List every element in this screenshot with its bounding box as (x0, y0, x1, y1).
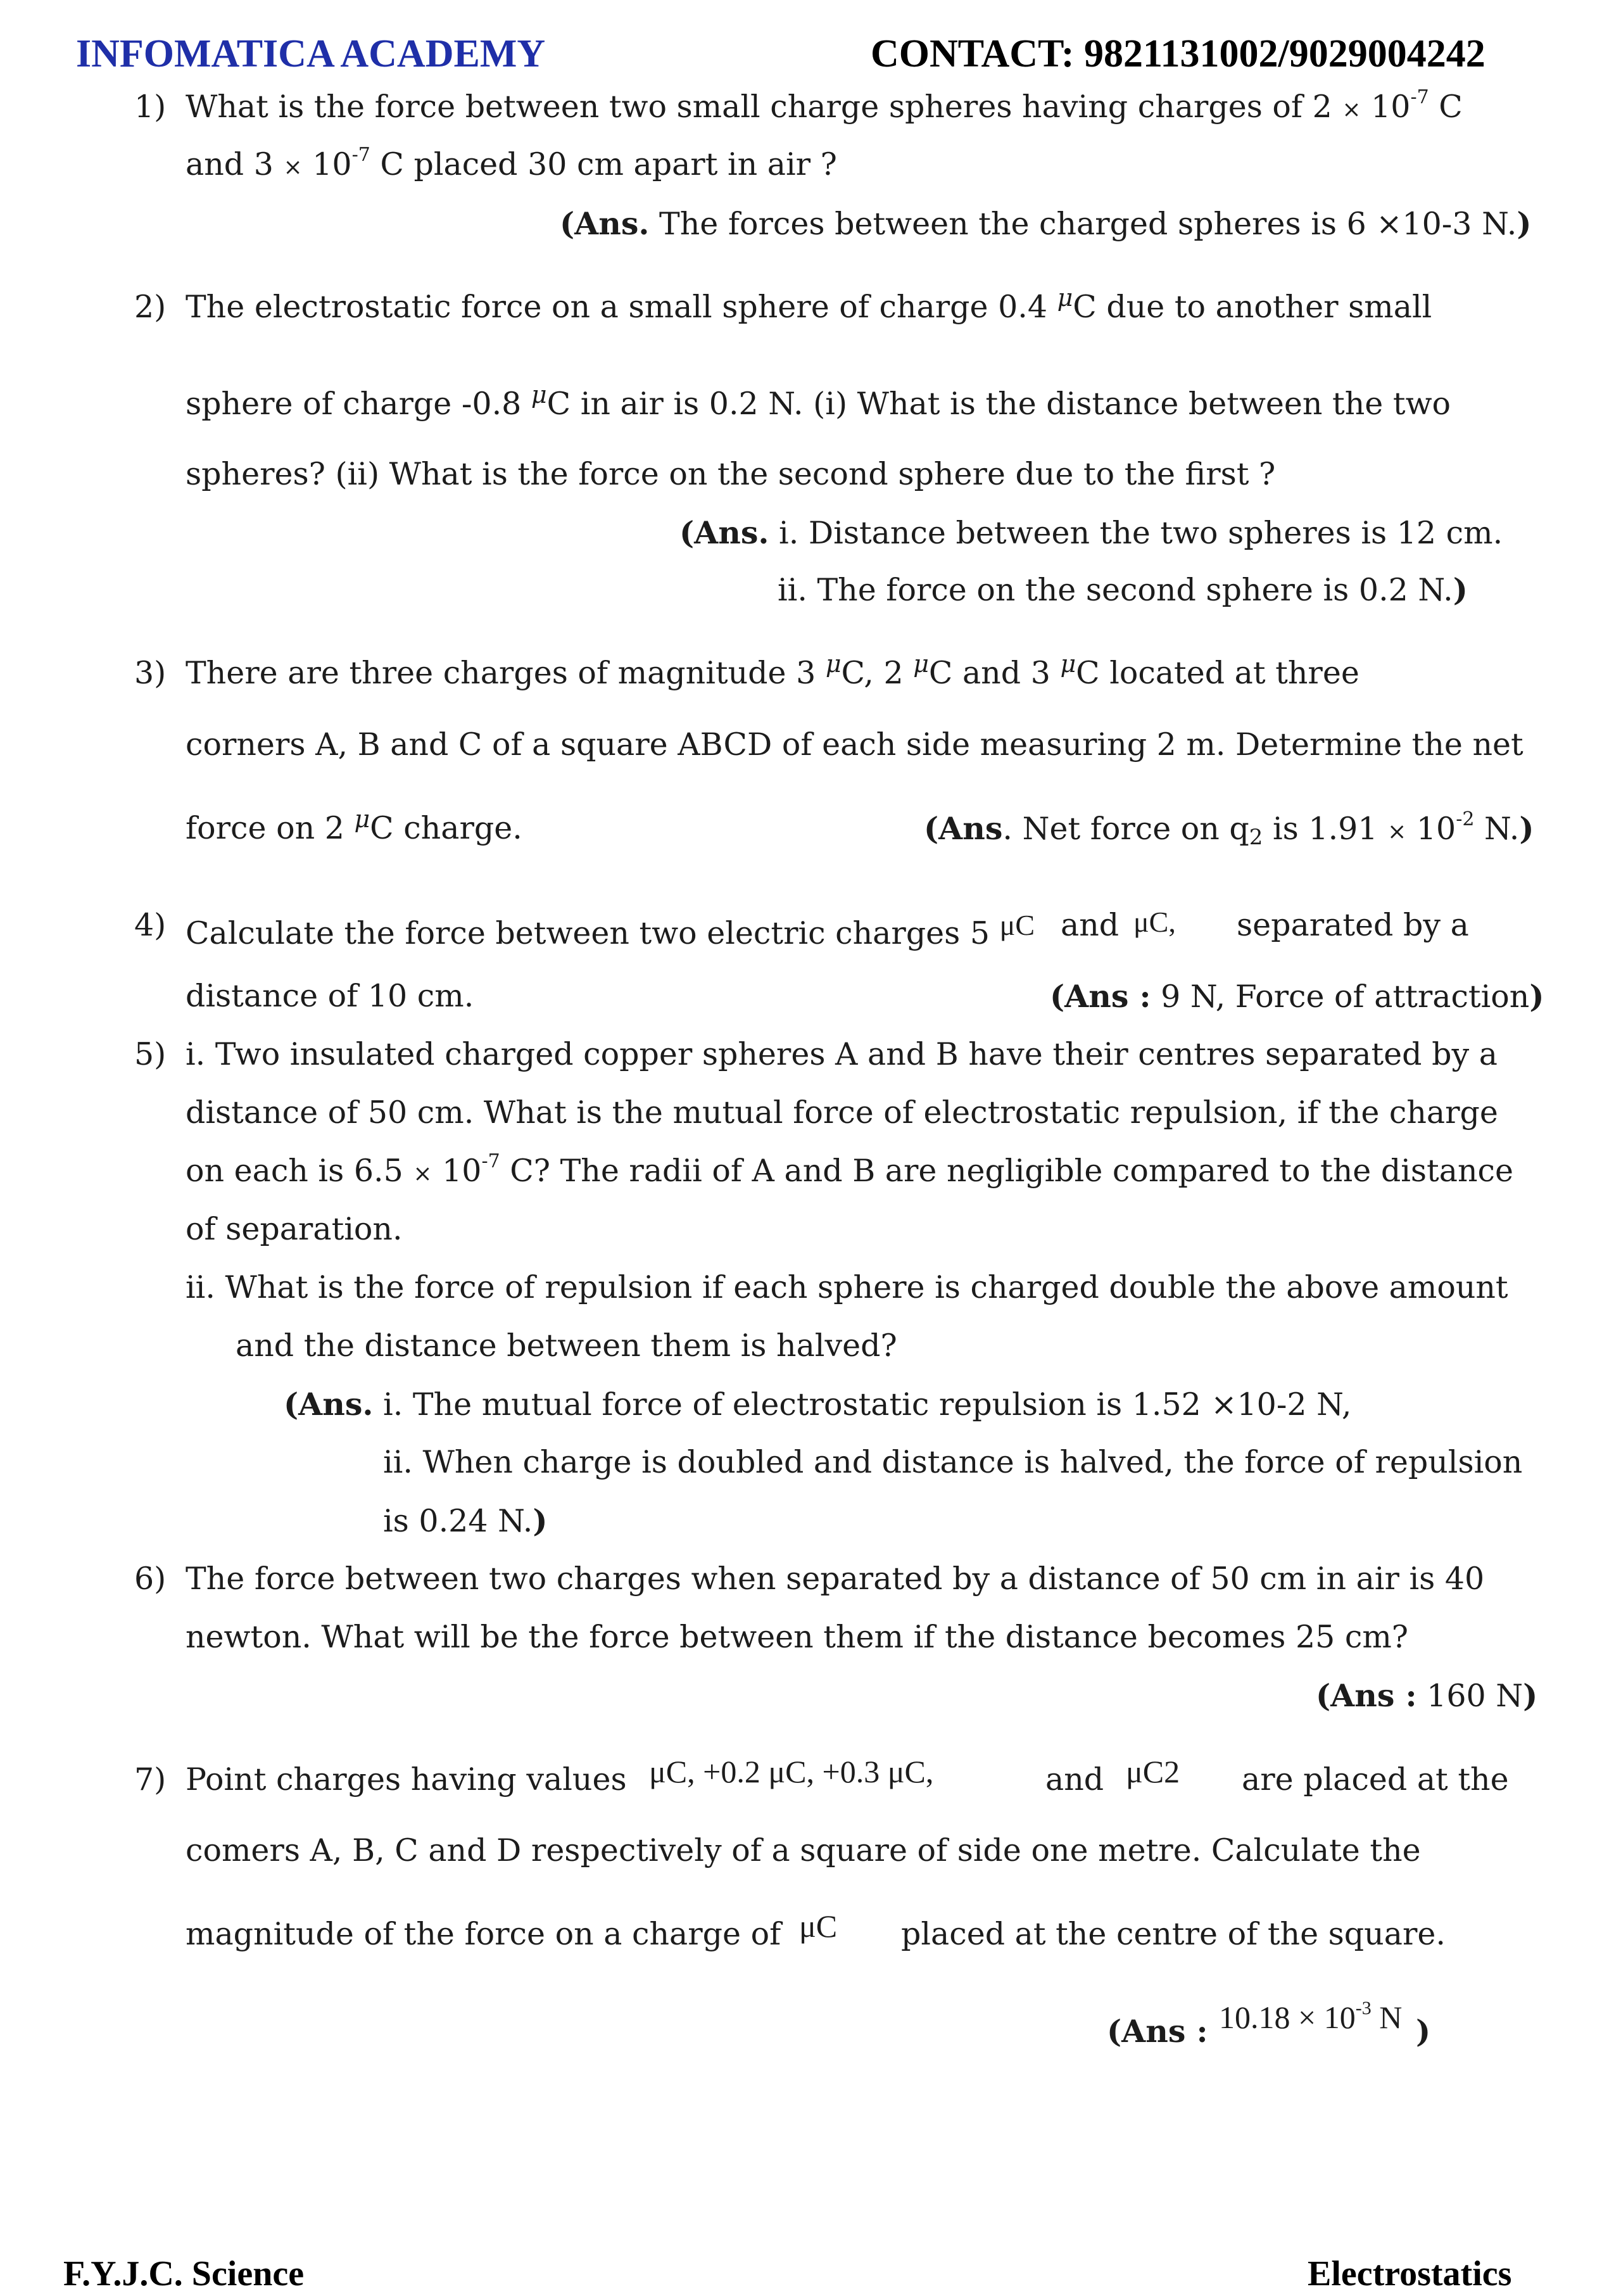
question-text: and $3 \times 10^{-7}$ C placed 30 cm apart in air ? (186, 144, 837, 182)
footer-course: F.Y.J.C. Science (63, 2254, 305, 2293)
question-text: on each is $6.5 \times 10^{-7}$ C? The radii of A and B are negligible compared to the distance (186, 1150, 1513, 1189)
question-text: i. Two insulated charged copper spheres A and B have their centres separated by a (186, 1036, 1498, 1072)
equation-image-text: μC, +0.2 μC, +0.3 μC, (649, 1754, 934, 1789)
question-text: newton. What will be the force between them if the distance becomes 25 cm? (186, 1619, 1409, 1655)
footer-chapter: Electrostatics (1308, 2254, 1512, 2293)
answer: (Ans. i. Distance between the two spheres is 12 cm. (679, 514, 1503, 551)
question-text: placed at the centre of the square. (901, 1916, 1446, 1952)
question-text: and (1061, 907, 1120, 943)
question-text: of separation. (186, 1211, 403, 1247)
question-text: magnitude of the force on a charge of (186, 1916, 781, 1952)
question-number: 6) (134, 1561, 167, 1597)
equation-image-text: μC, (1133, 906, 1176, 938)
question-text: Calculate the force between two electric charges 5 μC (186, 909, 1035, 951)
answer: (Ans : 160 N) (1316, 1677, 1538, 1714)
academy-title: INFOMATICA ACADEMY (76, 32, 546, 75)
contact-info: CONTACT: 9821131002/9029004242 (871, 32, 1485, 75)
question-text: The electrostatic force on a small sphere of charge 0.4 $^\mu$C due to another small (186, 284, 1432, 325)
answer: is 0.24 N.) (383, 1502, 548, 1539)
answer: (Ans. The forces between the charged spheres is 6 ×10-3 N.) (560, 205, 1532, 242)
answer: (Ans. Net force on $q_2$ is $1.91 \times 10^{-2}$ N.) (924, 808, 1534, 850)
answer: ii. The force on the second sphere is 0.2 N.) (778, 571, 1468, 608)
question-text: Point charges having values (186, 1761, 627, 1798)
question-number: 4) (134, 907, 167, 943)
question-text: and (1045, 1761, 1104, 1798)
question-text: corners A, B and C of a square ABCD of each side measuring 2 m. Determine the net (186, 726, 1523, 763)
question-text: The force between two charges when separated by a distance of 50 cm in air is 40 (186, 1561, 1485, 1597)
equation-image-text: μC2 (1126, 1754, 1180, 1789)
equation-image-text: μC (799, 1908, 838, 1944)
answer: ii. When charge is doubled and distance is halved, the force of repulsion (383, 1444, 1523, 1480)
question-text: force on 2 $^\mu$C charge. (186, 805, 522, 846)
question-number: 2) (134, 289, 167, 325)
question-number: 7) (134, 1761, 167, 1798)
question-text: are placed at the (1242, 1761, 1509, 1798)
question-text: distance of 50 cm. What is the mutual force of electrostatic repulsion, if the charge (186, 1094, 1498, 1131)
question-text: ii. What is the force of repulsion if each sphere is charged double the above amount (186, 1269, 1508, 1305)
question-text: comers A, B, C and D respectively of a square of side one metre. Calculate the (186, 1832, 1421, 1868)
answer: (Ans. i. The mutual force of electrostatic repulsion is 1.52 ×10-2 N, (284, 1386, 1352, 1423)
question-text: What is the force between two small charge spheres having charges of $2 \times 10^{-7}$ C (186, 86, 1463, 125)
answer-value: $10.18 \times 10^{-3}$ N (1219, 1998, 1403, 2035)
question-text: sphere of charge -0.8 $^\mu$C in air is 0.2 N. (i) What is the distance between the two (186, 381, 1451, 422)
question-number: 3) (134, 655, 167, 691)
question-text: There are three charges of magnitude 3 $^\mu$C, 2 $^\mu$C and 3 $^\mu$C located at three (186, 650, 1359, 691)
question-number: 1) (134, 89, 167, 125)
question-text: separated by a (1237, 907, 1469, 943)
question-text: distance of 10 cm. (186, 978, 474, 1014)
answer: (Ans : (1107, 2013, 1208, 2050)
answer: ) (1416, 2013, 1431, 2050)
answer: (Ans : 9 N, Force of attraction) (1050, 978, 1544, 1015)
question-text: spheres? (ii) What is the force on the second sphere due to the first ? (186, 456, 1276, 492)
question-number: 5) (134, 1036, 167, 1072)
question-text: and the distance between them is halved? (236, 1328, 897, 1364)
